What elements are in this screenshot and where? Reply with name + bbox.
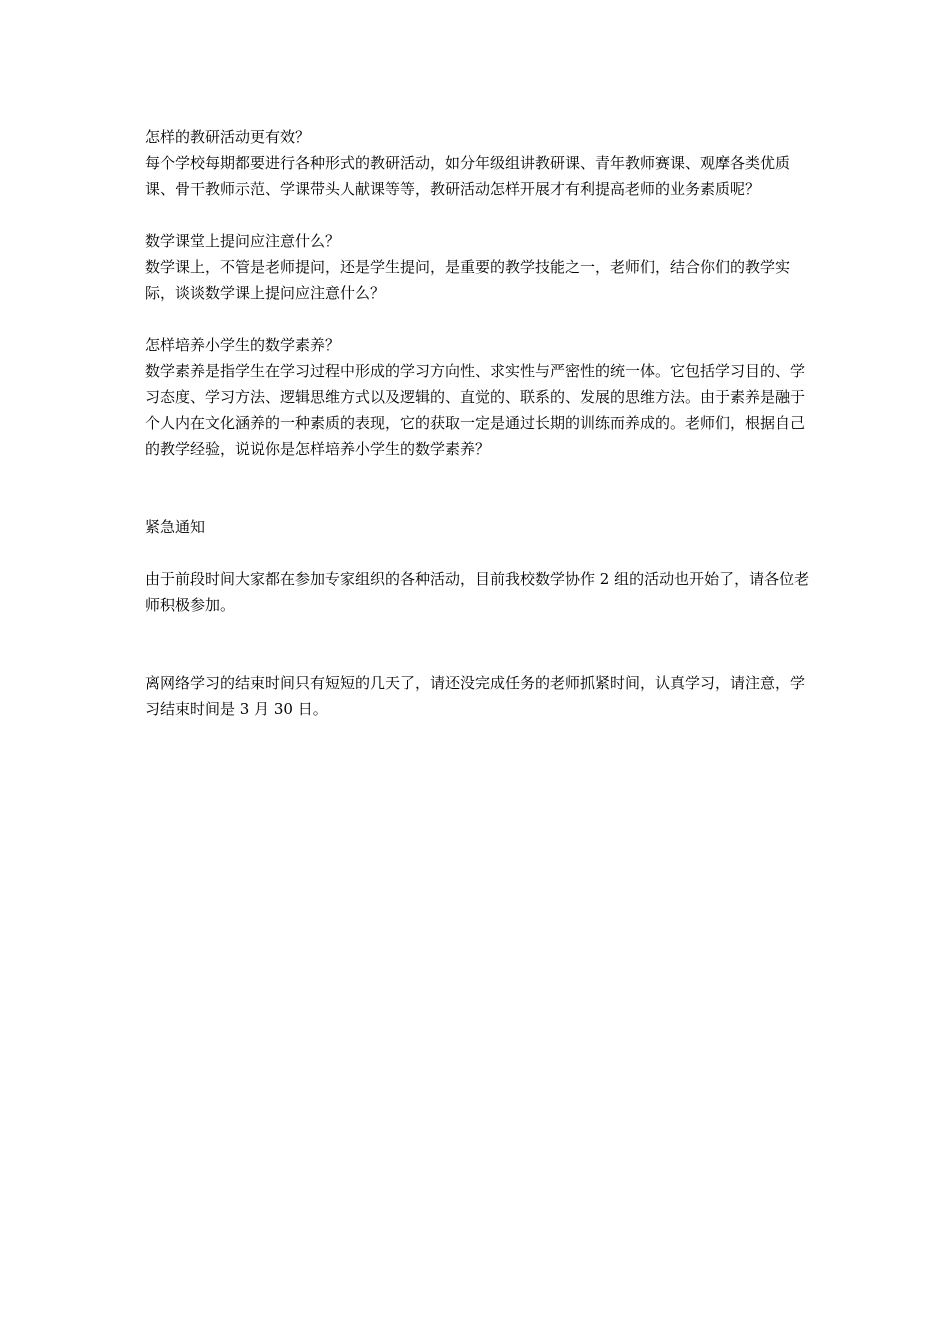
section-body: 数学课上，不管是老师提问，还是学生提问，是重要的教学技能之一，老师们，结合你们的教学实际，谈谈数学课上提问应注意什么？ [145, 258, 791, 302]
spacer [145, 462, 813, 514]
section-teaching-research [145, 124, 813, 202]
section-math-literacy [145, 332, 813, 462]
spacer [145, 540, 813, 566]
section-title: 怎样培养小学生的数学素养？ [145, 336, 341, 354]
document-page [145, 124, 813, 722]
notice-title: 紧急通知 [145, 518, 206, 536]
notice-paragraph-deadline: 离网络学习的结束时间只有短短的几天了，请还没完成任务的老师抓紧时间，认真学习，请注意，学习结束时间是 3 月 30 日。 [145, 674, 806, 718]
section-body: 每个学校每期都要进行各种形式的教研活动，如分年级组讲教研课、青年教师赛课、观摩各类优质课、骨干教师示范、学课带头人献课等等，教研活动怎样开展才有利提高老师的业务素质呢？ [145, 154, 791, 198]
section-body: 数学素养是指学生在学习过程中形成的学习方向性、求实性与严密性的统一体。它包括学习目的、学习态度、学习方法、逻辑思维方式以及逻辑的、直觉的、联系的、发展的思维方法。由于素养是融于个人内在文化涵养的一种素质的表现，它的获取一定是通过长期的训练而养成的。老师们，根据自己的教学经验，说说你是怎样培养小学生的数学素养？ [145, 362, 806, 458]
section-title: 怎样的教研活动更有效？ [145, 128, 311, 146]
section-urgent-notice [145, 514, 813, 722]
spacer [145, 202, 813, 228]
section-classroom-questions [145, 228, 813, 306]
spacer [145, 618, 813, 670]
spacer [145, 306, 813, 332]
section-title: 数学课堂上提问应注意什么？ [145, 232, 341, 250]
notice-paragraph-activity: 由于前段时间大家都在参加专家组织的各种活动，目前我校数学协作 2 组的活动也开始了，请各位老师积极参加。 [145, 570, 810, 614]
